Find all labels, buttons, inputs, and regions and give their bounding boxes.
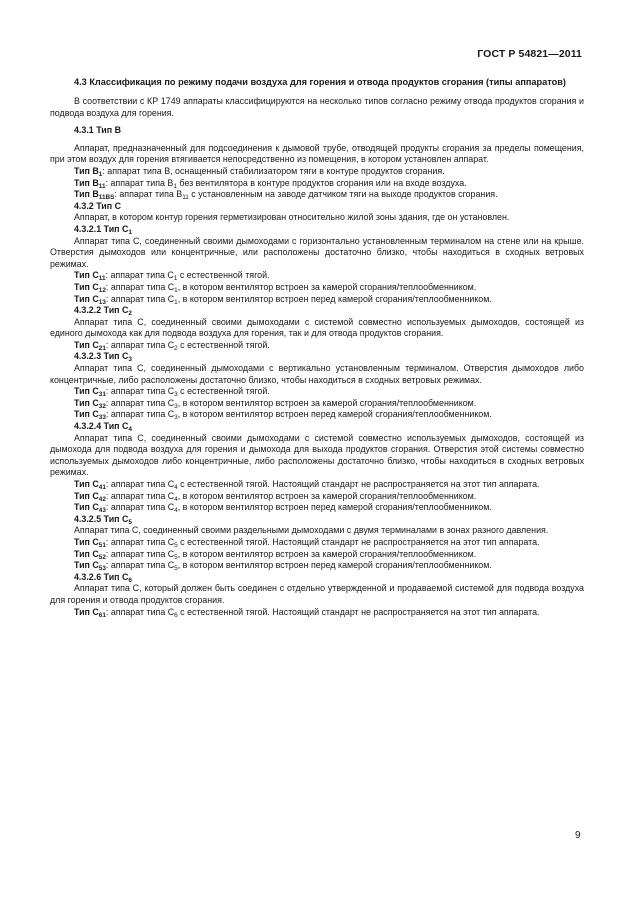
paragraph-4-3-1: Аппарат, предназначенный для подсоединения к дымовой трубе, отводящей продукты сгорания за пределы помещения, при этом воздух для горения втягивается непосредственно из помещения, в котором установлен аппарат. [50,142,584,165]
type-c43: Тип $С_{43}$: аппарат типа $С_4$, в котором вентилятор встроен перед камерой сгорания/теплообменником. [74,502,492,515]
type-b1: Тип $В_1$: аппарат типа В, оснащенный стабилизатором тяги в контуре продуктов сгорания. [74,165,445,178]
heading-4-3-1: 4.3.1 Тип В [74,125,121,136]
section-title: 4.3 Классификация по режиму подачи воздуха для горения и отвода продуктов сгорания (типы аппаратов) [74,77,566,87]
heading-4-3-2-4: 4.3.2.4 Тип $С_4$ [74,421,132,434]
type-c21: Тип $С_{21}$: аппарат типа $С_2$ с естественной тягой. [74,339,270,352]
type-c42: Тип $С_{42}$: аппарат типа $С_4$, в котором вентилятор встроен за камерой сгорания/теплообменником. [74,490,477,503]
paragraph-4-3-2-1: Аппарат типа С, соединенный своими дымоходами с горизонтально установленным терминалом на стене или на крыше. Отверстия дымоходов или концентричные, или расположены достаточно близко, чтобы находиться в сходных ветровых режимах. [50,235,584,269]
paragraph-4-3-2-4: Аппарат типа С, соединенный своими дымоходами с системой совместно используемых дымоходов, состоящей из дымохода для подвода воздуха для горения и дымохода для выхода продуктов сгорания. Отверстия этой системы совместно используемых дымоходов либо концентричные, либо расположены достаточно близко, чтобы находиться в сходных ветровых режимах. [50,432,584,478]
type-c52: Тип $С_{52}$: аппарат типа $С_5$, в котором вентилятор встроен за камерой сгорания/теплообменником. [74,548,477,561]
paragraph-4-3-2-2: Аппарат типа С, соединенный своими дымоходами с системой совместно используемых дымоходов, состоящей из единого дымохода как для подвода воздуха для горения, так и для отвода продуктов сгорания. [50,316,584,339]
paragraph-4-3-2-6: Аппарат типа С, который должен быть соединен с отдельно утвержденной и продаваемой системой для подвода воздуха для горения и отвода продуктов сгорания. [50,583,584,605]
type-c32: Тип $С_{32}$: аппарат типа $С_3$, в котором вентилятор встроен за камерой сгорания/теплообменником. [74,397,477,410]
heading-4-3-2-1: 4.3.2.1 Тип $С_1$ [74,223,132,236]
heading-4-3-2: 4.3.2 Тип С [74,200,121,211]
heading-4-3-2-5: 4.3.2.5 Тип $С_5$ [74,513,132,526]
heading-4-3-2-3: 4.3.2.3 Тип $С_3$ [74,351,132,364]
paragraph-4-3-2: Аппарат, в котором контур горения герметизирован относительно жилой зоны здания, где он установлен. [74,212,510,223]
type-c13: Тип $С_{13}$: аппарат типа $С_1$, в котором вентилятор встроен перед камерой сгорания/теплообменником. [74,293,492,306]
document-body [50,76,584,618]
type-b11: Тип $В_{11}$: аппарат типа $В_1$ без вентилятора в контуре продуктов сгорания или на входе воздуха. [74,177,467,190]
heading-4-3-2-2: 4.3.2.2 Тип $С_2$ [74,305,132,318]
heading-4-3-2-6: 4.3.2.6 Тип $С_6$ [74,571,132,584]
page-number: 9 [575,830,581,841]
paragraph-4-3-2-3: Аппарат типа С, соединенный дымоходами с вертикально установленным терминалом. Отверстия дымоходов либо концентричные, либо расположены достаточно близко, чтобы находиться в сходных ветровых режимах. [50,363,584,385]
intro-paragraph: В соответствии с КР 1749 аппараты классифицируются на несколько типов согласно режиму отвода продуктов сгорания и подвода воздуха для горения. [50,96,584,118]
type-c31: Тип $С_{31}$: аппарат типа $С_3$ с естественной тягой. [74,386,270,399]
type-c51: Тип $С_{51}$: аппарат типа $С_5$ с естественной тягой. Настоящий стандарт не распространяется на этот тип аппарата. [74,536,540,549]
type-c11: Тип $С_{11}$: аппарат типа $С_1$ с естественной тягой. [74,270,270,283]
type-c33: Тип $С_{33}$: аппарат типа $С_3$, в котором вентилятор встроен перед камерой сгорания/теплообменником. [74,409,492,422]
type-c12: Тип $С_{12}$: аппарат типа $С_1$, в котором вентилятор встроен за камерой сгорания/теплообменником. [74,281,477,294]
paragraph-4-3-2-5: Аппарат типа С, соединенный своими раздельными дымоходами с двумя терминалами в зонах разного давления. [74,525,549,536]
type-c53: Тип $С_{53}$: аппарат типа $С_5$, в котором вентилятор встроен перед камерой сгорания/теплообменником. [74,560,492,573]
standard-header: ГОСТ Р 54821—2011 [477,48,582,60]
type-b11bs: Тип $В_{11BS}$: аппарат типа $В_{11}$ с установленным на заводе датчиком тяги на выходе продуктов сгорания. [74,189,498,202]
type-c61: Тип $С_{61}$: аппарат типа $С_6$ с естественной тягой. Настоящий стандарт не распространяется на этот тип аппарата. [74,606,540,619]
type-c41: Тип $С_{41}$: аппарат типа $С_4$ с естественной тягой. Настоящий стандарт не распространяется на этот тип аппарата. [74,479,540,491]
